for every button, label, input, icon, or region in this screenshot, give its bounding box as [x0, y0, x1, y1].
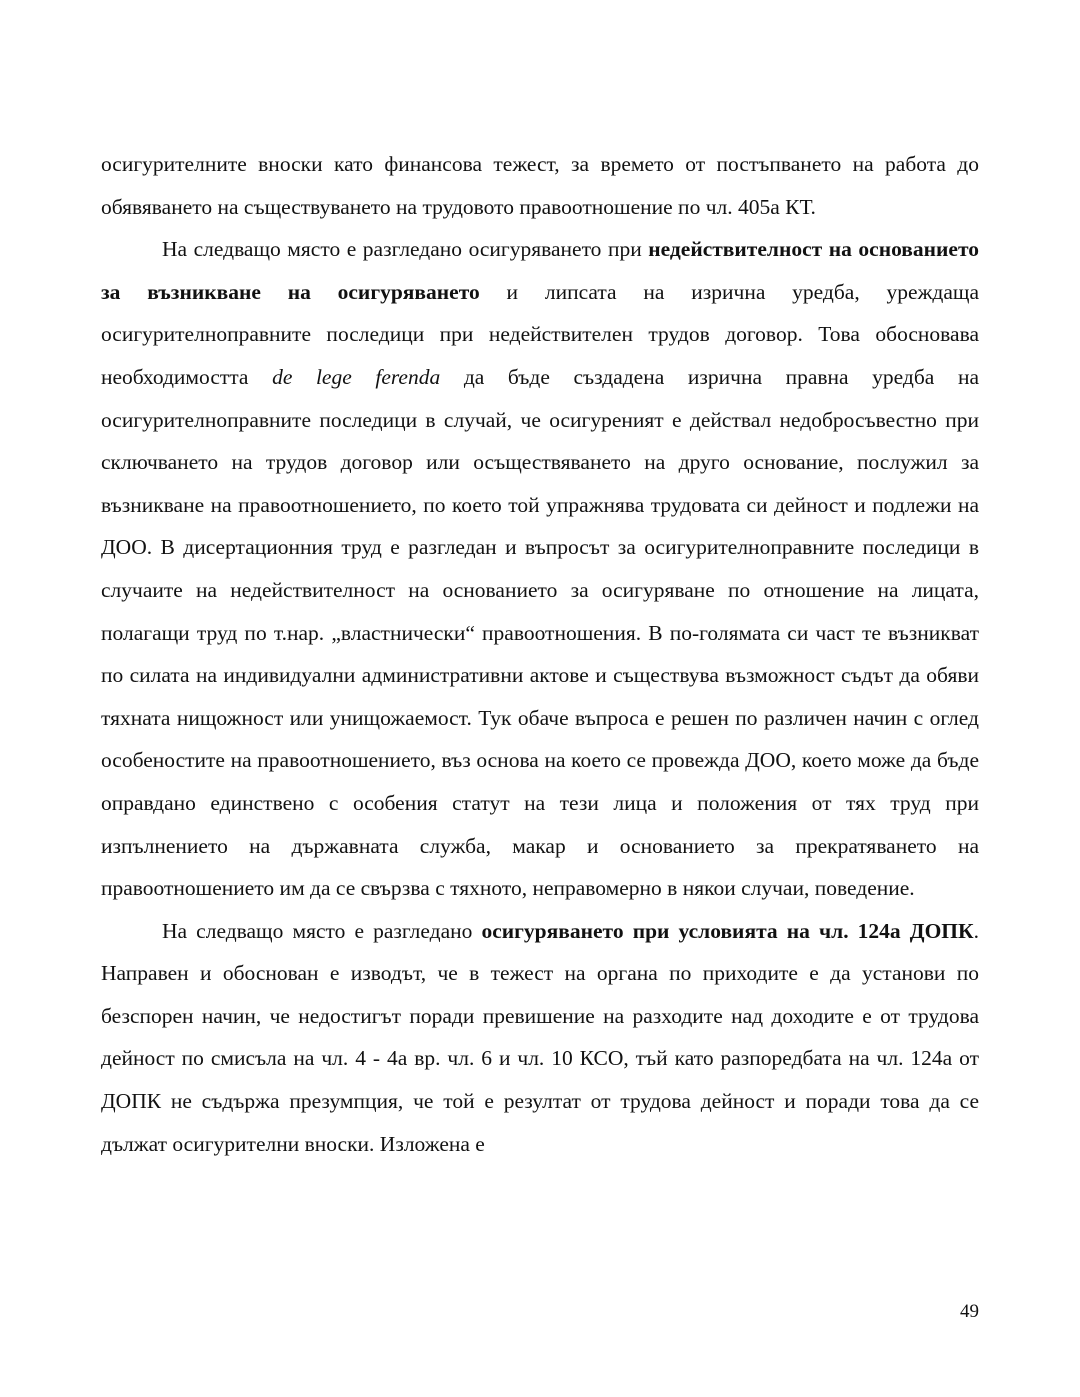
paragraph-text: На следващо място е разгледано осигуряването при: [162, 237, 649, 262]
emphasis-bold: осигуряването при условията на чл. 124а ДОПК: [481, 918, 974, 943]
emphasis-italic: de lege ferenda: [272, 364, 441, 389]
paragraph-text: да бъде създадена изрична правна уредба на осигурителноправните последици в случай, че осигуреният е действал недобросъвестно при сключването на трудов договор или осъществяването на друго основание, послужил за възникване на правоотношението, по което той упражнява трудовата си дейност и подлежи на ДОО. В дисертационния труд е разгледан и въпросът за осигурителноправните последици в случаите на недействителност на основанието за осигуряване по отношение на лицата, полагащи труд по т.нар. „властнически“ правоотношения. В по-голямата си част те възникват по силата на индивидуални административни актове и съществува възможност съдът да обяви тяхната нищожност или унищожаемост. Тук обаче въпроса е решен по различен начин с оглед особеностите на правоотношението, въз основа на което се провежда ДОО, което може да бъде оправдано единствено с особения статут на тези лица и положения от тях труд при изпълнението на държавната служба, макар и основанието за прекратяването на правоотношението им да се свързва с тяхното, неправомерно в някои случаи, поведение.: [101, 364, 979, 901]
emphasis-bold: недействителност на основанието за възникване на осигуряването: [101, 237, 980, 304]
document-page: [101, 143, 979, 1165]
paragraph-dopk: [101, 910, 979, 1166]
paragraph-text: На следващо място е разгледано: [162, 918, 482, 943]
paragraph-continuation: [101, 143, 979, 228]
paragraph-text: и липсата на изрична уредба, уреждаща осигурителноправните последици при недействителен трудов договор. Това обосновава необходимостта: [101, 279, 979, 389]
paragraph-invalidity: [101, 228, 979, 910]
paragraph-text: . Направен и обоснован е изводът, че в тежест на органа по приходите е да установи по безспорен начин, че недостигът поради превишение на разходите над доходите е от трудова дейност по смисъла на чл. 4 - 4а вр. чл. 6 и чл. 10 КСО, тъй като разпоредбата на чл. 124а от ДОПК не съдържа презумпция, че той е резултат от трудова дейност и поради това да се дължат осигурителни вноски. Изложена е: [101, 918, 979, 1156]
page-number: 49: [960, 1301, 979, 1322]
paragraph-text: осигурителните вноски като финансова тежест, за времето от постъпването на работа до обявяването на съществуването на трудовото правоотношение по чл. 405а КТ.: [101, 152, 979, 219]
